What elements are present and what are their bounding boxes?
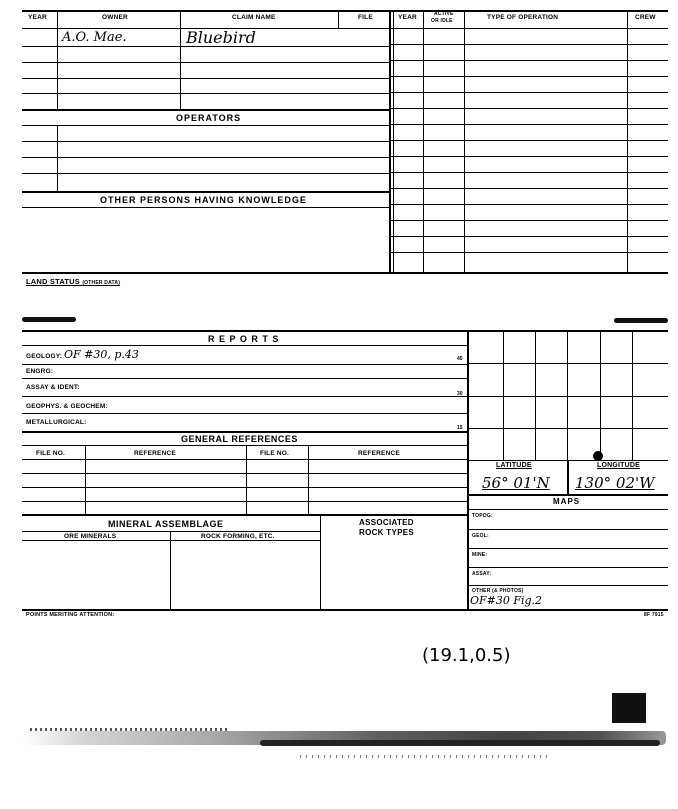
claim-name-value: Bluebird — [186, 28, 256, 47]
assay-num: 30 — [457, 391, 463, 397]
header-type-of-operation: TYPE OF OPERATION — [487, 14, 559, 21]
geology-num: 45 — [457, 356, 463, 362]
geophys-label: GEOPHYS. & GEOCHEM: — [26, 403, 108, 410]
header-or-idle: OR IDLE — [431, 18, 453, 24]
header-active: ACTIVE — [434, 11, 454, 17]
header-owner: OWNER — [102, 14, 128, 21]
land-status-subtitle: (OTHER DATA) — [82, 280, 121, 286]
header-year-2: YEAR — [398, 14, 417, 21]
geology-value: OF #30, p.43 — [64, 348, 139, 361]
associated-rock-types-line2: ROCK TYPES — [359, 528, 415, 537]
points-meriting-attention: POINTS MERITING ATTENTION: — [26, 612, 115, 618]
header-year: YEAR — [28, 14, 47, 21]
header-crew: CREW — [635, 14, 656, 21]
latitude-label: LATITUDE — [496, 462, 532, 469]
header-claim-name: CLAIM NAME — [232, 14, 276, 21]
assay-ident-label: ASSAY & IDENT: — [26, 384, 80, 391]
ore-minerals-header: ORE MINERALS — [64, 533, 117, 540]
form-number: 8F 7915 — [644, 612, 664, 618]
ref-header-reference: REFERENCE — [134, 450, 176, 457]
associated-rock-types-line1: ASSOCIATED — [359, 518, 414, 527]
header-file: FILE — [358, 14, 373, 21]
reports-title: R E P O R T S — [208, 334, 280, 344]
location-dot — [593, 451, 603, 461]
geology-label: GEOLOGY: — [26, 353, 63, 360]
ref-header-file-no-2: FILE NO. — [260, 450, 290, 457]
metallurgical-num: 15 — [457, 425, 463, 431]
latitude-value: 56° 01'N — [482, 474, 550, 492]
longitude-label: LONGITUDE — [597, 462, 641, 469]
land-status-title — [26, 277, 120, 286]
other-persons-title: OTHER PERSONS HAVING KNOWLEDGE — [100, 195, 307, 205]
ref-header-reference-2: REFERENCE — [358, 450, 400, 457]
handwritten-code: (19.1,0.5) — [422, 645, 511, 666]
maps-title: MAPS — [553, 497, 581, 506]
land-status-label: LAND STATUS — [26, 277, 81, 286]
other-photos-value: OF#30 Fig.2 — [470, 594, 543, 607]
mine-label: MINE: — [472, 552, 488, 558]
geol-label: GEOL: — [472, 533, 489, 539]
metallurgical-label: METALLURGICAL: — [26, 419, 87, 426]
engrg-label: ENGRG: — [26, 368, 54, 375]
owner-value: A.O. Mae. — [62, 30, 127, 45]
rock-forming-header: ROCK FORMING, ETC. — [201, 533, 275, 540]
mineral-assemblage-title: MINERAL ASSEMBLAGE — [108, 519, 224, 529]
ref-header-file-no: FILE NO. — [36, 450, 66, 457]
other-photos-label: OTHER (& PHOTOS) — [472, 588, 524, 594]
general-references-title: GENERAL REFERENCES — [181, 434, 298, 444]
topog-label: TOPOG: — [472, 513, 493, 519]
longitude-value: 130° 02'W — [575, 474, 655, 492]
operators-title: OPERATORS — [176, 113, 242, 123]
assay-map-label: ASSAY: — [472, 571, 492, 577]
